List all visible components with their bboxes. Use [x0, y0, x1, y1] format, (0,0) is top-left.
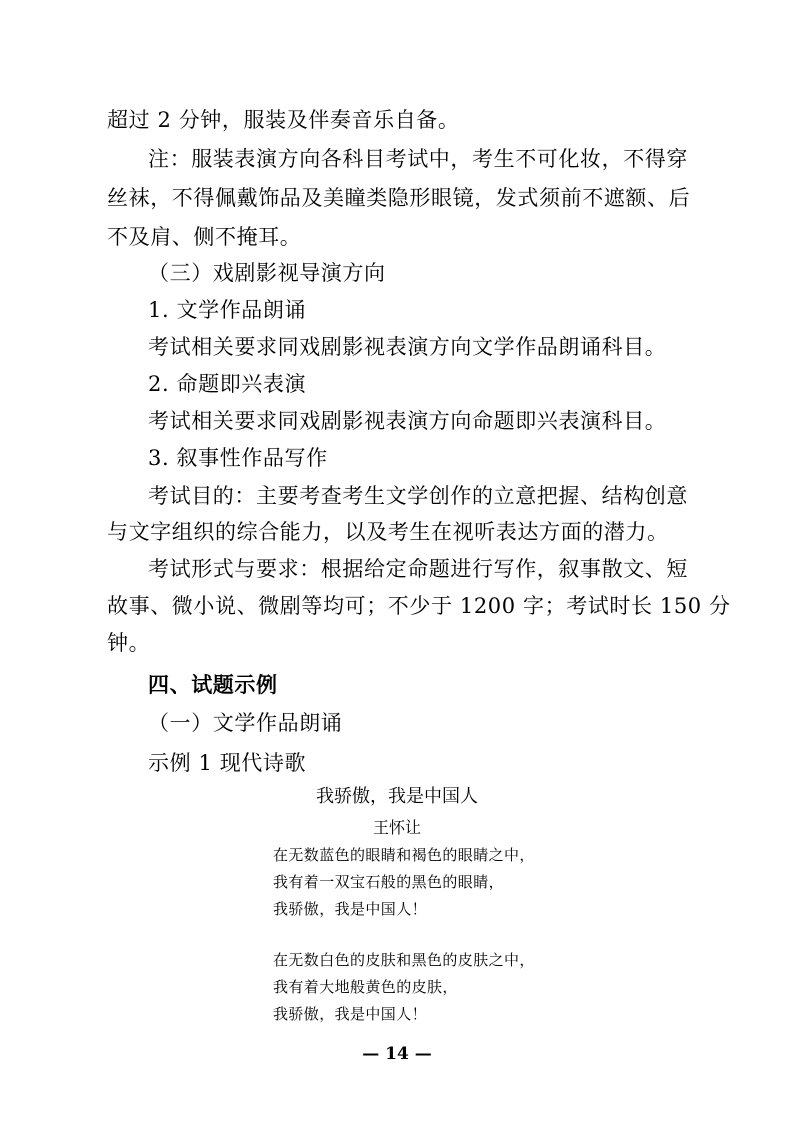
poem-author: 王怀让	[372, 818, 421, 837]
form-line: 故事、微小说、微剧等均可；不少于 1200 字；考试时长 150 分	[107, 594, 731, 618]
note-line: 注：服装表演方向各科目考试中，考生不可化妆，不得穿	[148, 147, 688, 171]
purpose-line: 考试目的：主要考查考生文学创作的立意把握、结构创意	[148, 484, 688, 508]
page-number: — 14 —	[362, 1044, 432, 1064]
section-heading: （三）戏剧影视导演方向	[148, 261, 386, 285]
poem-line: 我骄傲，我是中国人！	[273, 900, 428, 918]
note-line: 丝袜，不得佩戴饰品及美瞳类隐形眼镜，发式须前不遮额、后	[107, 186, 691, 210]
poem-line: 在无数白色的皮肤和黑色的皮肤之中，	[273, 951, 535, 969]
part-heading: 四、试题示例	[148, 672, 278, 697]
poem-title: 我骄傲，我是中国人	[316, 786, 478, 807]
form-line: 钟。	[107, 631, 151, 655]
form-line: 考试形式与要求：根据给定命题进行写作，叙事散文、短	[148, 557, 688, 581]
item-text: 考试相关要求同戏剧影视表演方向文学作品朗诵科目。	[148, 335, 667, 359]
item-heading: 3. 叙事性作品写作	[148, 446, 328, 470]
purpose-line: 与文字组织的综合能力，以及考生在视听表达方面的潜力。	[107, 520, 669, 544]
poem-line: 我有着大地般黄色的皮肤，	[273, 978, 458, 996]
item-heading: 2. 命题即兴表演	[148, 372, 307, 396]
poem-line: 在无数蓝色的眼睛和褐色的眼睛之中，	[273, 846, 535, 864]
example-label: 示例 1 现代诗歌	[148, 751, 307, 775]
poem-line: 我骄傲，我是中国人！	[273, 1005, 428, 1023]
paragraph-line: 超过 2 分钟，服装及伴奏音乐自备。	[107, 108, 460, 132]
note-line: 不及肩、侧不掩耳。	[107, 225, 302, 249]
item-heading: 1. 文学作品朗诵	[148, 298, 307, 322]
poem-line: 我有着一双宝石般的黑色的眼睛，	[273, 873, 505, 891]
subsection-heading: （一）文学作品朗诵	[148, 711, 343, 735]
item-text: 考试相关要求同戏剧影视表演方向命题即兴表演科目。	[148, 409, 667, 433]
